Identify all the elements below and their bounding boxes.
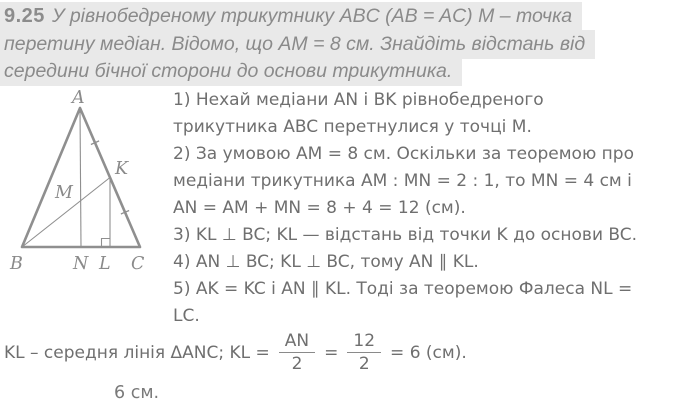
vertex-label-A: A — [72, 88, 85, 108]
conclusion-line — [4, 331, 467, 375]
fraction-numerator: 12 — [347, 331, 381, 353]
solution-line: медіани трикутника AM : MN = 2 : 1, то MN = 4 см і — [173, 171, 632, 191]
conclusion-prefix: KL – середня лінія ΔANC; KL = — [4, 342, 270, 363]
solution-steps — [173, 87, 637, 330]
problem-number: 9.25 — [4, 5, 45, 27]
fraction-numerator: AN — [279, 331, 315, 353]
solution-line: трикутника ABC перетнулися у точці M. — [173, 117, 532, 137]
solution-line: 2) За умовою AM = 8 см. Оскільки за теоремою про — [173, 144, 634, 164]
condition-line-2 — [0, 30, 595, 58]
fraction-denominator: 2 — [358, 354, 370, 375]
condition-line-3 — [0, 57, 595, 85]
final-answer: 6 см. — [114, 383, 160, 403]
solution-line: AN = AM + MN = 8 + 4 = 12 (см). — [173, 198, 466, 218]
point-label-M: M — [55, 183, 73, 203]
solution-line: 3) KL ⊥ BC; KL — відстань від точки K до основи BC. — [173, 225, 638, 245]
triangle-figure — [0, 85, 175, 280]
point-label-K: K — [115, 159, 129, 179]
condition-highlight — [0, 57, 462, 86]
condition-text-3: середини бічної сторони до основи трикутника. — [4, 60, 453, 82]
point-label-L: L — [99, 254, 111, 274]
condition-text-2: перетину медіан. Відомо, що AM = 8 см. Знайдіть відстань від — [4, 32, 586, 55]
fraction-12-over-2 — [347, 331, 381, 375]
vertex-label-B: B — [10, 254, 23, 274]
condition-text-1: У рівнобедреному трикутнику ABC (AB = AC) M – точка — [51, 5, 573, 27]
condition-highlight — [0, 2, 582, 31]
solution-line: 4) AN ⊥ BC; KL ⊥ BC, тому AN ∥ KL. — [173, 252, 479, 272]
condition-line-1 — [0, 2, 595, 30]
solution-line: LC. — [173, 306, 200, 326]
fraction-denominator: 2 — [291, 354, 303, 375]
conclusion-result: = 6 (см). — [390, 342, 467, 363]
fraction-AN-over-2 — [279, 331, 315, 375]
vertex-label-C: C — [131, 254, 145, 274]
point-label-N: N — [73, 254, 89, 274]
equals-sign: = — [324, 342, 339, 363]
median-AN-line — [80, 108, 81, 247]
problem-statement — [0, 2, 595, 85]
solution-line: 1) Нехай медіани AN і BK рівнобедреного — [173, 90, 544, 110]
condition-highlight — [0, 30, 595, 59]
solution-line: 5) AK = KC і AN ∥ KL. Тоді за теоремою Фалеса NL = — [173, 279, 633, 299]
